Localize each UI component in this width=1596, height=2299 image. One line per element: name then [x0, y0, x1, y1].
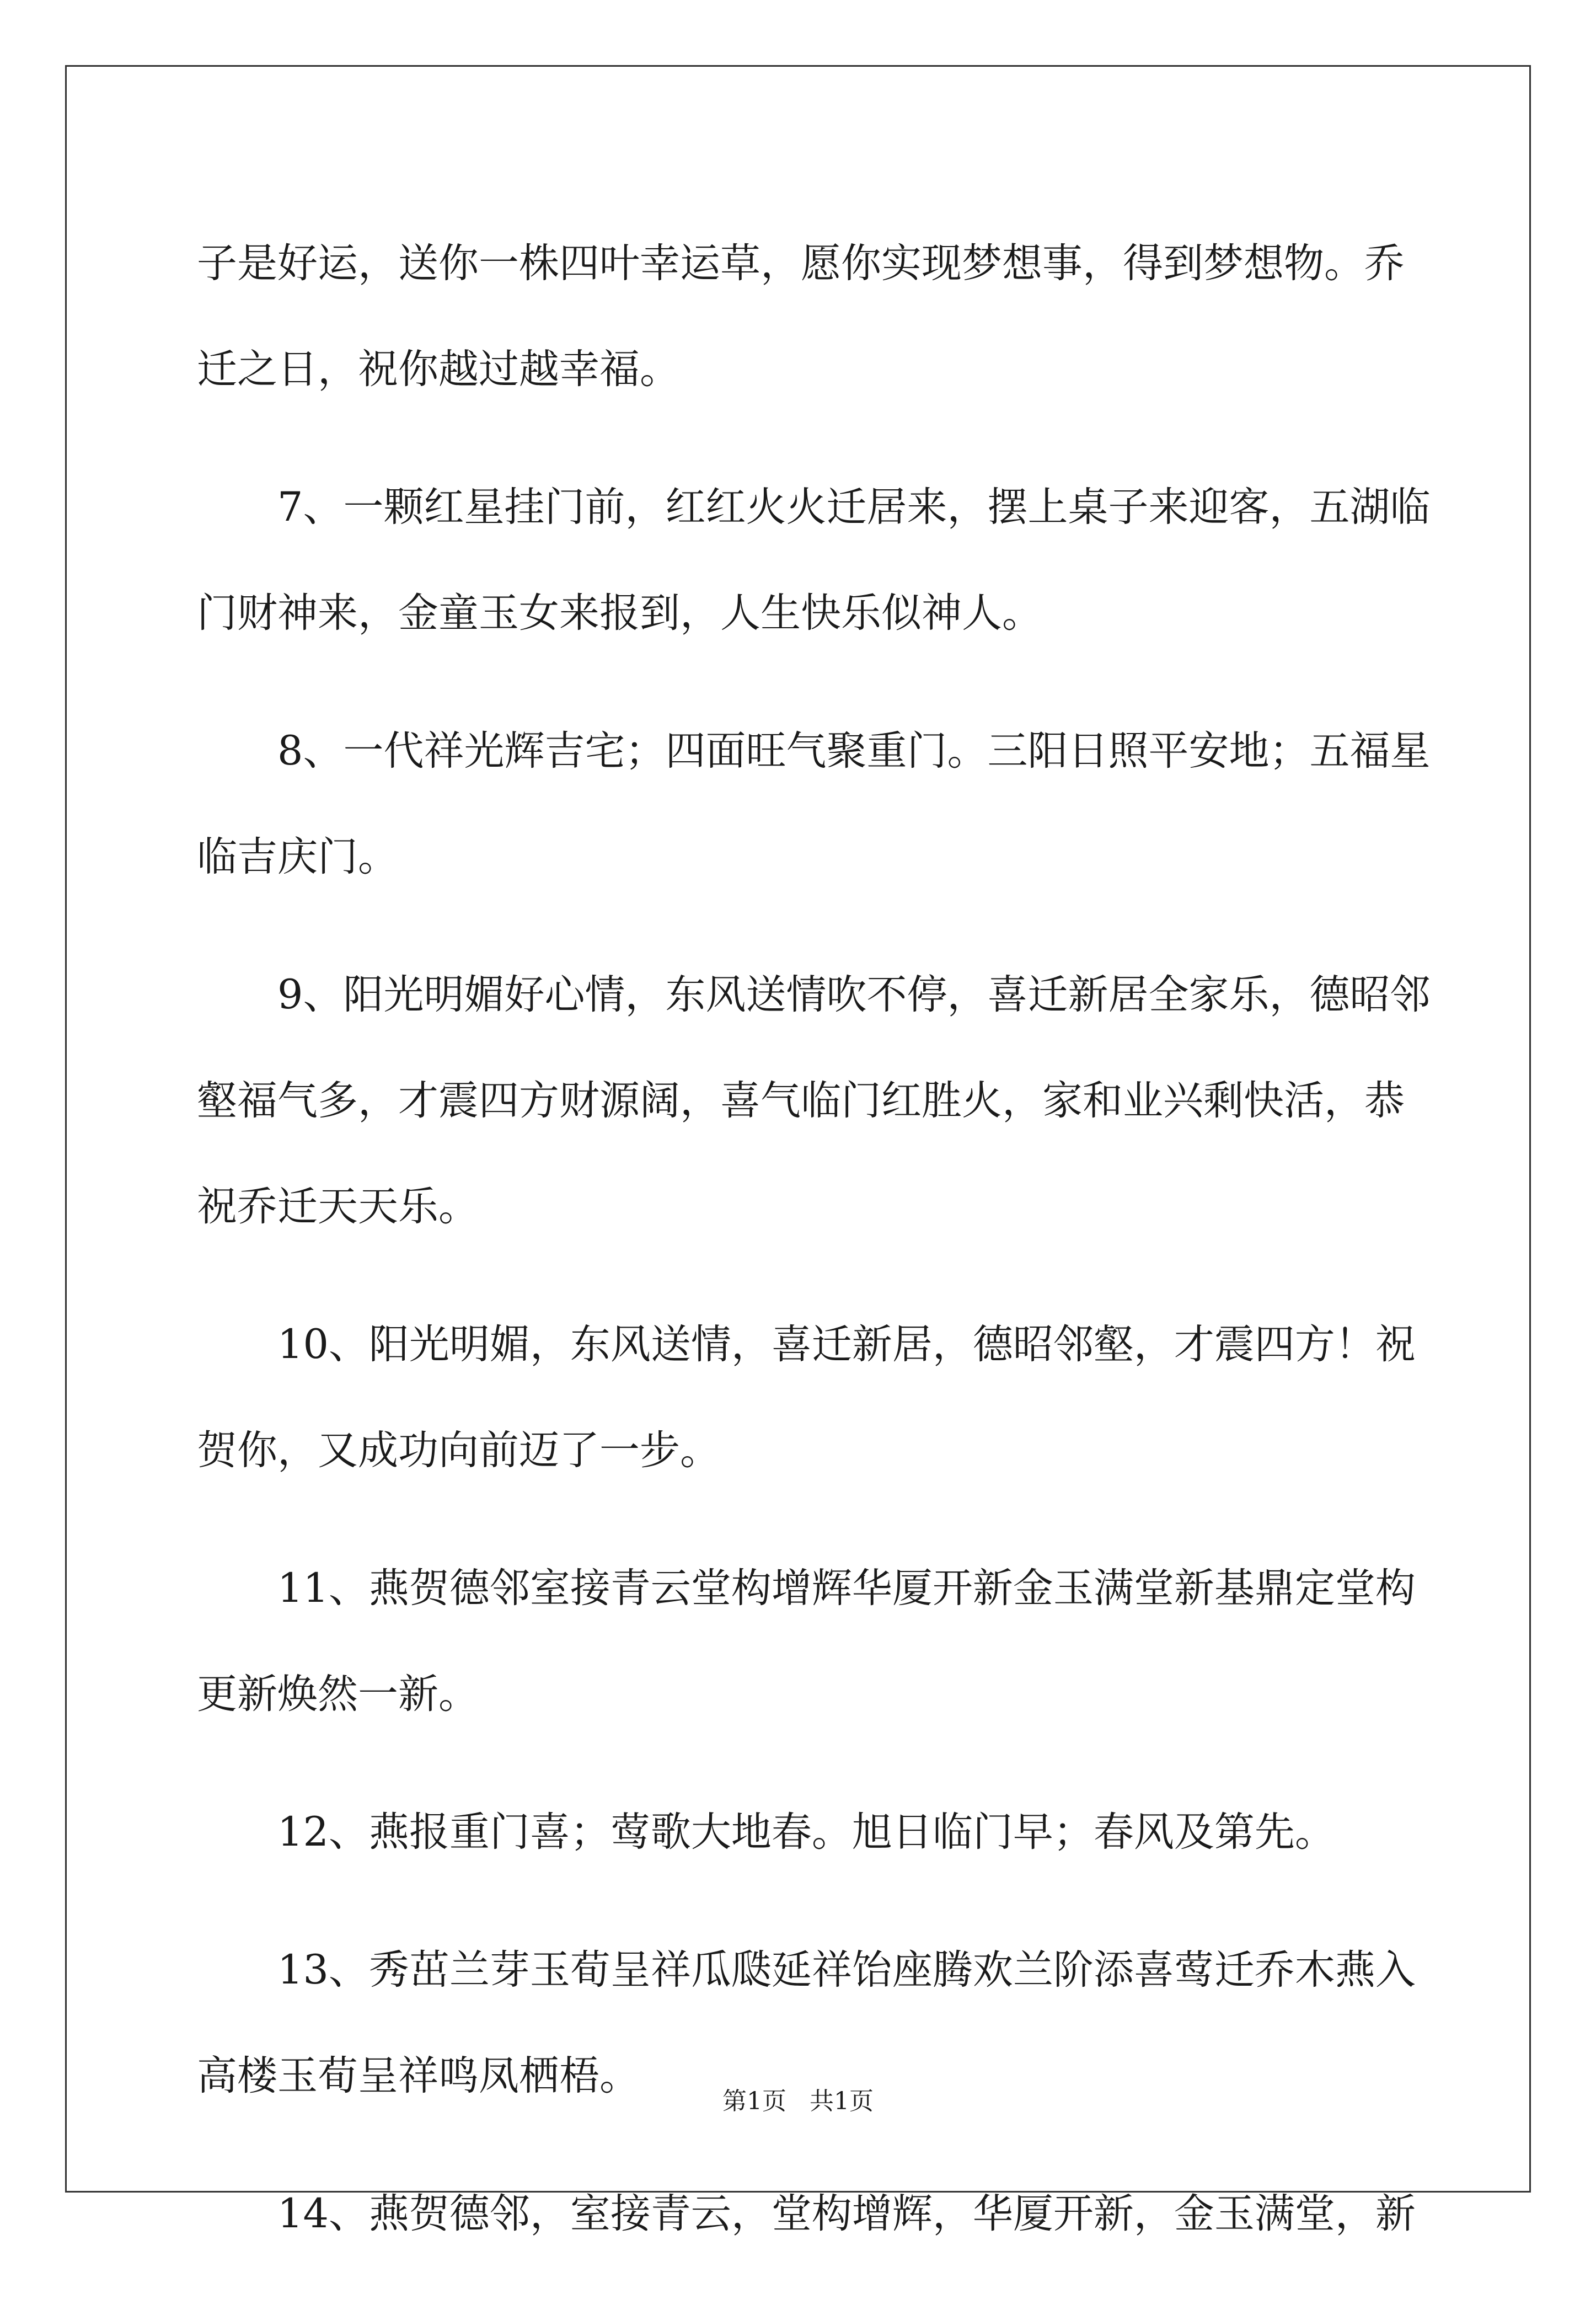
- paragraph: [197, 1536, 1416, 1747]
- page-footer: [0, 2085, 1596, 2118]
- text-line: 12、燕报重门喜；莺歌大地春。旭日临门早；春风及第先。: [277, 1809, 1335, 1856]
- paragraph: [197, 211, 1410, 423]
- text-line: 14、燕贺德邻，室接青云，堂构增辉，华厦开新，金玉满堂，新: [277, 2190, 1416, 2237]
- paragraph: [197, 455, 1431, 666]
- document-body: [197, 211, 1431, 2299]
- paragraph: [197, 942, 1431, 1260]
- text-line: 祝乔迁天天乐。: [197, 1183, 479, 1230]
- paragraph: [197, 2161, 1416, 2267]
- paragraph: [197, 1292, 1416, 1504]
- paragraph: [197, 698, 1431, 910]
- text-line: 高楼玉荀呈祥鸣凤栖梧。: [197, 2052, 640, 2099]
- text-line: 壑福气多，才震四方财源阔，喜气临门红胜火，家和业兴剩快活，恭: [197, 1077, 1405, 1124]
- paragraph: [197, 1779, 1410, 1885]
- text-line: 7、一颗红星挂门前，红红火火迁居来，摆上桌子来迎客，五湖临: [277, 484, 1431, 531]
- page-total: 共1页: [809, 2087, 874, 2115]
- text-line: 11、燕贺德邻室接青云堂构增辉华厦开新金玉满堂新基鼎定堂构: [277, 1565, 1416, 1612]
- text-line: 迁之日，祝你越过越幸福。: [197, 346, 680, 393]
- text-line: 更新焕然一新。: [197, 1671, 479, 1718]
- page-number: 第1页: [722, 2087, 787, 2115]
- text-line: 9、阳光明媚好心情，东风送情吹不停，喜迁新居全家乐，德昭邻: [277, 971, 1431, 1018]
- text-line: 子是好运，送你一株四叶幸运草，愿你实现梦想事，得到梦想物。乔: [197, 240, 1405, 287]
- text-line: 门财神来，金童玉女来报到，人生快乐似神人。: [197, 590, 1042, 637]
- text-line: 贺你，又成功向前迈了一步。: [197, 1427, 720, 1474]
- text-line: 10、阳光明媚，东风送情，喜迁新居，德昭邻壑，才震四方！祝: [277, 1321, 1416, 1368]
- text-line: 临吉庆门。: [197, 833, 398, 880]
- text-line: 8、一代祥光辉吉宅；四面旺气聚重门。三阳日照平安地；五福星: [277, 728, 1431, 774]
- text-line: 13、秀茁兰芽玉荀呈祥瓜瓞延祥饴座腾欢兰阶添喜莺迁乔木燕入: [277, 1947, 1416, 1993]
